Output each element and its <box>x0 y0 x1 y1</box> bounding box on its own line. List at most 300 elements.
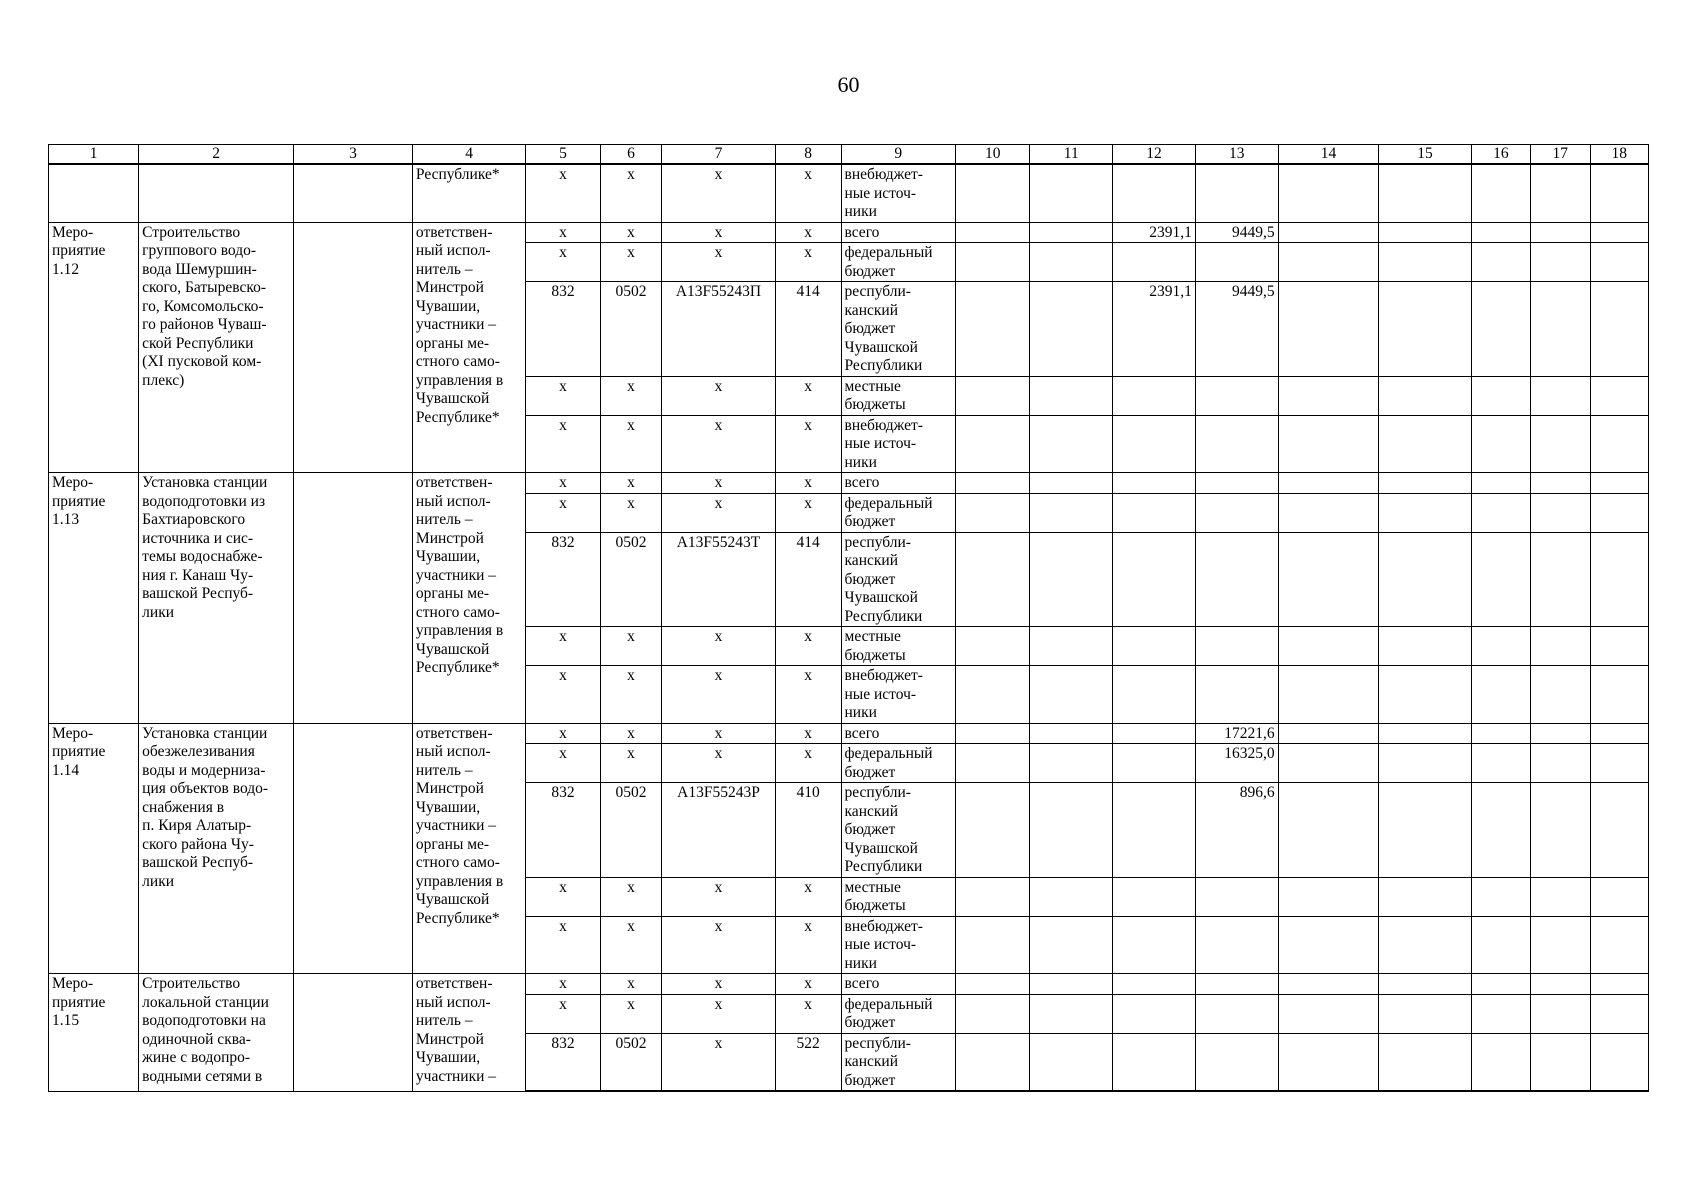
value-cell-13 <box>1195 627 1278 666</box>
grbs-cell: 832 <box>526 1033 600 1091</box>
table-cell <box>1590 222 1649 243</box>
csr-cell: А13F55243П <box>662 282 776 377</box>
rzpr-cell: х <box>600 916 662 974</box>
rzpr-cell: х <box>600 723 662 744</box>
vr-cell: х <box>775 473 841 494</box>
value-cell-13 <box>1195 376 1278 415</box>
table-cell <box>1379 783 1471 878</box>
table-cell <box>1030 666 1113 724</box>
csr-cell: х <box>662 164 776 222</box>
table-cell <box>1379 532 1471 627</box>
table-cell <box>1531 627 1590 666</box>
column-header: 2 <box>139 145 294 165</box>
table-cell <box>1379 916 1471 974</box>
table-cell <box>1379 222 1471 243</box>
rzpr-cell: х <box>600 877 662 916</box>
csr-cell: х <box>662 493 776 532</box>
header-row <box>49 145 1649 165</box>
column-header: 13 <box>1195 145 1278 165</box>
table-cell <box>1278 723 1379 744</box>
column-header: 17 <box>1531 145 1590 165</box>
table-cell <box>1379 164 1471 222</box>
table-cell <box>1531 376 1590 415</box>
column-header: 16 <box>1471 145 1530 165</box>
value-cell-13: 16325,0 <box>1195 744 1278 783</box>
value-cell-12 <box>1113 994 1196 1033</box>
grbs-cell: х <box>526 415 600 473</box>
table-cell <box>1278 376 1379 415</box>
table-cell <box>1278 164 1379 222</box>
table-cell <box>956 744 1030 783</box>
table-cell <box>1030 243 1113 282</box>
table-cell <box>1030 1033 1113 1091</box>
table-cell <box>1030 376 1113 415</box>
value-cell-12 <box>1113 744 1196 783</box>
rzpr-cell: 0502 <box>600 282 662 377</box>
value-cell-13 <box>1195 974 1278 995</box>
rzpr-cell: х <box>600 666 662 724</box>
table-cell <box>1471 376 1530 415</box>
table-cell <box>956 666 1030 724</box>
table-cell <box>1379 243 1471 282</box>
budget-table <box>48 144 1649 1092</box>
table-cell <box>1030 415 1113 473</box>
table-cell <box>956 974 1030 995</box>
table-cell <box>1471 164 1530 222</box>
value-cell-12 <box>1113 532 1196 627</box>
source-cell: внебюджет- ные источ- ники <box>841 164 956 222</box>
table-row <box>49 222 1649 243</box>
source-cell: всего <box>841 974 956 995</box>
table-cell <box>1531 723 1590 744</box>
table-cell <box>1590 415 1649 473</box>
table-cell <box>1531 994 1590 1033</box>
value-cell-12: 2391,1 <box>1113 282 1196 377</box>
vr-cell: х <box>775 415 841 473</box>
table-cell <box>1531 493 1590 532</box>
table-cell <box>1379 974 1471 995</box>
column-header: 10 <box>956 145 1030 165</box>
table-cell <box>1379 994 1471 1033</box>
source-cell: федеральный бюджет <box>841 243 956 282</box>
executor-cell: ответствен- ный испол- нитель – Минстрой Чувашии, участники – <box>412 974 526 1092</box>
table-cell <box>1379 493 1471 532</box>
table-cell <box>1590 243 1649 282</box>
value-cell-13 <box>1195 493 1278 532</box>
table-cell <box>1030 916 1113 974</box>
vr-cell: х <box>775 222 841 243</box>
table-cell <box>1030 493 1113 532</box>
table-cell <box>1531 744 1590 783</box>
table-cell <box>956 222 1030 243</box>
table-cell <box>1531 974 1590 995</box>
table-cell <box>956 627 1030 666</box>
grbs-cell: х <box>526 243 600 282</box>
table-cell <box>294 723 413 974</box>
event-label: Меро- приятие 1.15 <box>49 974 139 1092</box>
value-cell-12 <box>1113 723 1196 744</box>
event-label: Меро- приятие 1.13 <box>49 473 139 724</box>
value-cell-13 <box>1195 666 1278 724</box>
table-cell <box>1471 415 1530 473</box>
grbs-cell: х <box>526 473 600 494</box>
table-cell <box>956 243 1030 282</box>
table-cell <box>1278 222 1379 243</box>
column-header: 1 <box>49 145 139 165</box>
column-header: 7 <box>662 145 776 165</box>
table-cell <box>1030 744 1113 783</box>
vr-cell: 410 <box>775 783 841 878</box>
rzpr-cell: х <box>600 222 662 243</box>
rzpr-cell: 0502 <box>600 532 662 627</box>
table-cell <box>1379 282 1471 377</box>
table-cell <box>294 164 413 222</box>
grbs-cell: х <box>526 974 600 995</box>
table-cell <box>1030 974 1113 995</box>
table-cell <box>956 916 1030 974</box>
executor-cell: ответствен- ный испол- нитель – Минстрой Чувашии, участники – органы ме- стного само- управления в Чувашской Республике* <box>412 222 526 473</box>
table-cell <box>1471 994 1530 1033</box>
table-cell <box>956 532 1030 627</box>
table-cell <box>1030 627 1113 666</box>
event-name: Установка станции обезжелезивания воды и модерниза- ция объектов водо- снабжения в п. Киря Алатыр- ского района Чу- вашской Респуб- лики <box>139 723 294 974</box>
source-cell: федеральный бюджет <box>841 493 956 532</box>
table-cell <box>1278 532 1379 627</box>
value-cell-13 <box>1195 994 1278 1033</box>
vr-cell: х <box>775 493 841 532</box>
executor-cell: ответствен- ный испол- нитель – Минстрой Чувашии, участники – органы ме- стного само- управления в Чувашской Республике* <box>412 723 526 974</box>
table-cell <box>956 376 1030 415</box>
table-cell <box>1030 282 1113 377</box>
grbs-cell: х <box>526 493 600 532</box>
table-cell <box>1278 783 1379 878</box>
table-cell <box>1030 532 1113 627</box>
grbs-cell: х <box>526 666 600 724</box>
source-cell: внебюджет- ные источ- ники <box>841 916 956 974</box>
table-cell <box>1278 666 1379 724</box>
table-cell <box>1590 723 1649 744</box>
csr-cell: х <box>662 473 776 494</box>
csr-cell: А13F55243Т <box>662 532 776 627</box>
column-header: 5 <box>526 145 600 165</box>
value-cell-13 <box>1195 473 1278 494</box>
source-cell: внебюджет- ные источ- ники <box>841 415 956 473</box>
event-label: Меро- приятие 1.12 <box>49 222 139 473</box>
table-cell <box>1278 627 1379 666</box>
column-header: 14 <box>1278 145 1379 165</box>
table-cell <box>1379 744 1471 783</box>
value-cell-13 <box>1195 916 1278 974</box>
table-cell <box>1531 243 1590 282</box>
table-row <box>49 164 1649 222</box>
rzpr-cell: х <box>600 627 662 666</box>
table-cell <box>1278 415 1379 473</box>
table-cell <box>956 493 1030 532</box>
rzpr-cell: х <box>600 744 662 783</box>
table-cell <box>1531 282 1590 377</box>
table-cell <box>1030 473 1113 494</box>
table-cell <box>1471 916 1530 974</box>
table-cell <box>1278 1033 1379 1091</box>
table-cell <box>1590 164 1649 222</box>
rzpr-cell: х <box>600 376 662 415</box>
table-cell <box>956 723 1030 744</box>
table-cell <box>1030 222 1113 243</box>
table-cell <box>956 1033 1030 1091</box>
value-cell-12 <box>1113 376 1196 415</box>
csr-cell: х <box>662 994 776 1033</box>
table-cell <box>1590 994 1649 1033</box>
grbs-cell: х <box>526 164 600 222</box>
value-cell-13: 9449,5 <box>1195 222 1278 243</box>
vr-cell: х <box>775 666 841 724</box>
table-cell <box>1590 282 1649 377</box>
csr-cell: х <box>662 877 776 916</box>
table-cell <box>1590 744 1649 783</box>
column-header: 9 <box>841 145 956 165</box>
table-cell <box>1379 877 1471 916</box>
rzpr-cell: 0502 <box>600 1033 662 1091</box>
csr-cell: х <box>662 627 776 666</box>
csr-cell: х <box>662 222 776 243</box>
grbs-cell: 832 <box>526 532 600 627</box>
table-cell <box>1471 974 1530 995</box>
table-cell <box>294 974 413 1092</box>
table-cell <box>1590 877 1649 916</box>
table-cell <box>1471 1033 1530 1091</box>
csr-cell: х <box>662 744 776 783</box>
source-cell: всего <box>841 473 956 494</box>
table-cell <box>1278 493 1379 532</box>
value-cell-12 <box>1113 473 1196 494</box>
event-name: Установка станции водоподготовки из Бахтиаровского источника и сис- темы водоснабже- ния г. Канаш Чу- вашской Респуб- лики <box>139 473 294 724</box>
value-cell-12 <box>1113 627 1196 666</box>
vr-cell: х <box>775 916 841 974</box>
value-cell-12: 2391,1 <box>1113 222 1196 243</box>
value-cell-12 <box>1113 877 1196 916</box>
table-row <box>49 473 1649 494</box>
table-cell <box>1590 666 1649 724</box>
vr-cell: х <box>775 877 841 916</box>
value-cell-12 <box>1113 974 1196 995</box>
vr-cell: х <box>775 994 841 1033</box>
grbs-cell: х <box>526 723 600 744</box>
grbs-cell: х <box>526 222 600 243</box>
vr-cell: х <box>775 164 841 222</box>
vr-cell: х <box>775 723 841 744</box>
table-cell <box>1379 723 1471 744</box>
vr-cell: х <box>775 744 841 783</box>
rzpr-cell: х <box>600 974 662 995</box>
grbs-cell: х <box>526 994 600 1033</box>
value-cell-12 <box>1113 666 1196 724</box>
table-cell <box>1531 666 1590 724</box>
table-cell <box>1590 627 1649 666</box>
page-number: 60 <box>837 72 860 97</box>
source-cell: местные бюджеты <box>841 376 956 415</box>
vr-cell: 522 <box>775 1033 841 1091</box>
table-cell <box>1278 994 1379 1033</box>
grbs-cell: х <box>526 744 600 783</box>
table-cell <box>1590 916 1649 974</box>
value-cell-13 <box>1195 1033 1278 1091</box>
table-cell <box>956 877 1030 916</box>
column-header: 6 <box>600 145 662 165</box>
table-cell <box>1471 877 1530 916</box>
column-header: 15 <box>1379 145 1471 165</box>
csr-cell: А13F55243Р <box>662 783 776 878</box>
grbs-cell: х <box>526 627 600 666</box>
source-cell: республи- канский бюджет Чувашской Республики <box>841 783 956 878</box>
table-cell <box>1590 1033 1649 1091</box>
rzpr-cell: х <box>600 164 662 222</box>
source-cell: республи- канский бюджет Чувашской Республики <box>841 282 956 377</box>
table-cell <box>956 282 1030 377</box>
csr-cell: х <box>662 974 776 995</box>
table-cell <box>1030 164 1113 222</box>
table-cell <box>1030 783 1113 878</box>
csr-cell: х <box>662 1033 776 1091</box>
value-cell-13: 896,6 <box>1195 783 1278 878</box>
table-cell <box>1471 783 1530 878</box>
table-cell <box>1531 532 1590 627</box>
table-cell <box>1471 532 1530 627</box>
table-cell <box>956 415 1030 473</box>
value-cell-12 <box>1113 415 1196 473</box>
column-header: 11 <box>1030 145 1113 165</box>
grbs-cell: х <box>526 877 600 916</box>
table-cell <box>1278 877 1379 916</box>
table-cell <box>1278 243 1379 282</box>
table-cell <box>1531 473 1590 494</box>
grbs-cell: 832 <box>526 783 600 878</box>
event-name: Строительство группового водо- вода Шемуршин- ского, Батыревско- го, Комсомольско- го районов Чуваш- ской Республики (XI пусковой ком- плекс) <box>139 222 294 473</box>
column-header: 3 <box>294 145 413 165</box>
source-cell: всего <box>841 723 956 744</box>
table-cell <box>1590 532 1649 627</box>
source-cell: федеральный бюджет <box>841 994 956 1033</box>
table-cell <box>1531 877 1590 916</box>
table-cell <box>1030 994 1113 1033</box>
value-cell-13 <box>1195 243 1278 282</box>
vr-cell: х <box>775 974 841 995</box>
source-cell: республи- канский бюджет <box>841 1033 956 1091</box>
table-cell <box>1379 666 1471 724</box>
table-cell <box>1590 493 1649 532</box>
table-cell <box>1471 243 1530 282</box>
source-cell: всего <box>841 222 956 243</box>
csr-cell: х <box>662 415 776 473</box>
table-cell <box>1379 627 1471 666</box>
table-cell <box>956 994 1030 1033</box>
rzpr-cell: х <box>600 415 662 473</box>
table-cell <box>294 473 413 724</box>
column-header: 8 <box>775 145 841 165</box>
table-cell <box>1471 666 1530 724</box>
executor-cell: ответствен- ный испол- нитель – Минстрой Чувашии, участники – органы ме- стного само- управления в Чувашской Республике* <box>412 473 526 724</box>
table-cell <box>1471 627 1530 666</box>
table-cell <box>1590 783 1649 878</box>
table-cell <box>956 783 1030 878</box>
value-cell-12 <box>1113 916 1196 974</box>
table-cell <box>49 164 139 222</box>
csr-cell: х <box>662 376 776 415</box>
csr-cell: х <box>662 666 776 724</box>
column-header: 18 <box>1590 145 1649 165</box>
table-cell <box>1379 415 1471 473</box>
source-cell: местные бюджеты <box>841 877 956 916</box>
table-cell <box>1278 282 1379 377</box>
table-cell <box>294 222 413 473</box>
table-cell <box>139 164 294 222</box>
table-cell <box>1471 222 1530 243</box>
value-cell-13: 17221,6 <box>1195 723 1278 744</box>
table-cell <box>1379 1033 1471 1091</box>
table-cell <box>1531 415 1590 473</box>
event-label: Меро- приятие 1.14 <box>49 723 139 974</box>
rzpr-cell: х <box>600 243 662 282</box>
value-cell-12 <box>1113 493 1196 532</box>
table-cell <box>1531 1033 1590 1091</box>
table-cell <box>1471 473 1530 494</box>
source-cell: федеральный бюджет <box>841 744 956 783</box>
table-cell <box>1030 723 1113 744</box>
value-cell-12 <box>1113 1033 1196 1091</box>
table-cell <box>1471 744 1530 783</box>
table-cell <box>1278 916 1379 974</box>
table-cell <box>1531 222 1590 243</box>
grbs-cell: 832 <box>526 282 600 377</box>
table-cell <box>1531 916 1590 974</box>
value-cell-12 <box>1113 243 1196 282</box>
table-cell <box>1379 473 1471 494</box>
vr-cell: 414 <box>775 282 841 377</box>
table-cell <box>1531 783 1590 878</box>
rzpr-cell: х <box>600 473 662 494</box>
grbs-cell: х <box>526 376 600 415</box>
rzpr-cell: х <box>600 994 662 1033</box>
table-cell <box>1379 376 1471 415</box>
csr-cell: х <box>662 723 776 744</box>
column-header: 4 <box>412 145 526 165</box>
table-row <box>49 723 1649 744</box>
table-cell <box>1030 877 1113 916</box>
event-name: Строительство локальной станции водоподготовки на одиночной сква- жине с водопро- водными сетями в <box>139 974 294 1092</box>
table-cell <box>956 473 1030 494</box>
source-cell: местные бюджеты <box>841 627 956 666</box>
source-cell: внебюджет- ные источ- ники <box>841 666 956 724</box>
vr-cell: х <box>775 243 841 282</box>
value-cell-13 <box>1195 877 1278 916</box>
table-cell <box>1278 473 1379 494</box>
vr-cell: х <box>775 376 841 415</box>
table-cell <box>1531 164 1590 222</box>
table-cell <box>1590 376 1649 415</box>
table-cell <box>1195 164 1278 222</box>
value-cell-13: 9449,5 <box>1195 282 1278 377</box>
column-header: 12 <box>1113 145 1196 165</box>
csr-cell: х <box>662 243 776 282</box>
value-cell-13 <box>1195 415 1278 473</box>
table-cell <box>1278 744 1379 783</box>
vr-cell: х <box>775 627 841 666</box>
table-cell <box>1590 974 1649 995</box>
table-cell <box>1471 723 1530 744</box>
table-cell <box>1471 493 1530 532</box>
vr-cell: 414 <box>775 532 841 627</box>
table-cell <box>1113 164 1196 222</box>
value-cell-13 <box>1195 532 1278 627</box>
